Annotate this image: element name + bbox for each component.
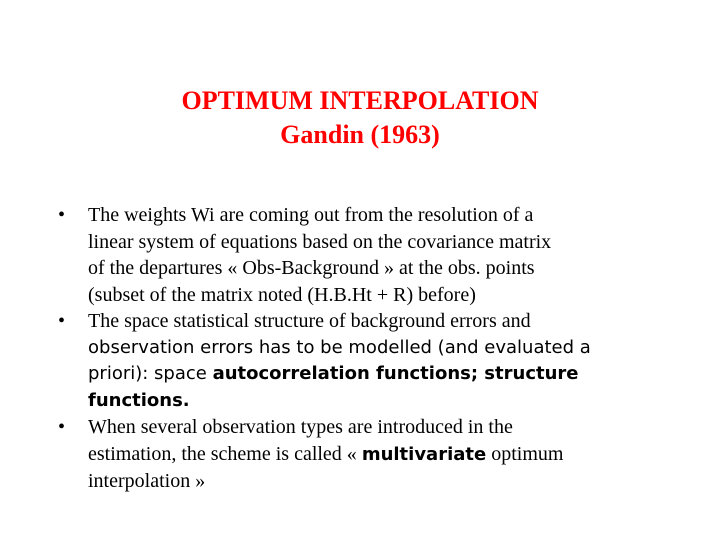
bullet-dot-icon: •: [58, 310, 66, 332]
title-line-1: OPTIMUM INTERPOLATION: [181, 86, 539, 115]
bullet-dot-icon: •: [58, 204, 66, 226]
bullet-3-line-1: When several observation types are introduced in the: [88, 416, 513, 438]
bullet-3-line-3: interpolation »: [88, 470, 206, 492]
bullet-2-line-3: [88, 361, 658, 388]
bullet-1-line-1: The weights Wi are coming out from the resolution of a: [88, 204, 534, 226]
bullet-1-line-3: of the departures « Obs-Background » at the obs. points: [88, 257, 535, 279]
bullet-2-line-3-text: priori): space: [88, 363, 213, 384]
bullet-2-line-4: functions.: [88, 389, 190, 411]
bullet-item-structure: [58, 308, 658, 414]
bullet-list: [58, 202, 658, 495]
bullet-2-line-2: observation errors has to be modelled (and evaluated a: [88, 336, 591, 358]
slide-title: [0, 84, 720, 152]
bullet-1-line-2: linear system of equations based on the covariance matrix: [88, 230, 552, 253]
bullet-3-line-2-text: estimation, the scheme is called «: [88, 442, 362, 465]
title-line-2: Gandin (1963): [280, 120, 440, 149]
bullet-item-weights: [58, 202, 658, 308]
bullet-1-line-4: (subset of the matrix noted (H.B.Ht + R) before): [88, 283, 476, 306]
bullet-3-emphasis-multivariate: multivariate: [361, 443, 487, 465]
bullet-dot-icon: •: [58, 416, 66, 438]
bullet-2-line-1: The space statistical structure of background errors and: [88, 310, 531, 332]
bullet-3-line-2-tail: optimum: [486, 442, 564, 465]
bullet-3-line-2: [88, 441, 658, 469]
bullet-item-multivariate: [58, 414, 658, 495]
bullet-2-emphasis-autocorrelation: autocorrelation functions; structure: [212, 363, 579, 384]
